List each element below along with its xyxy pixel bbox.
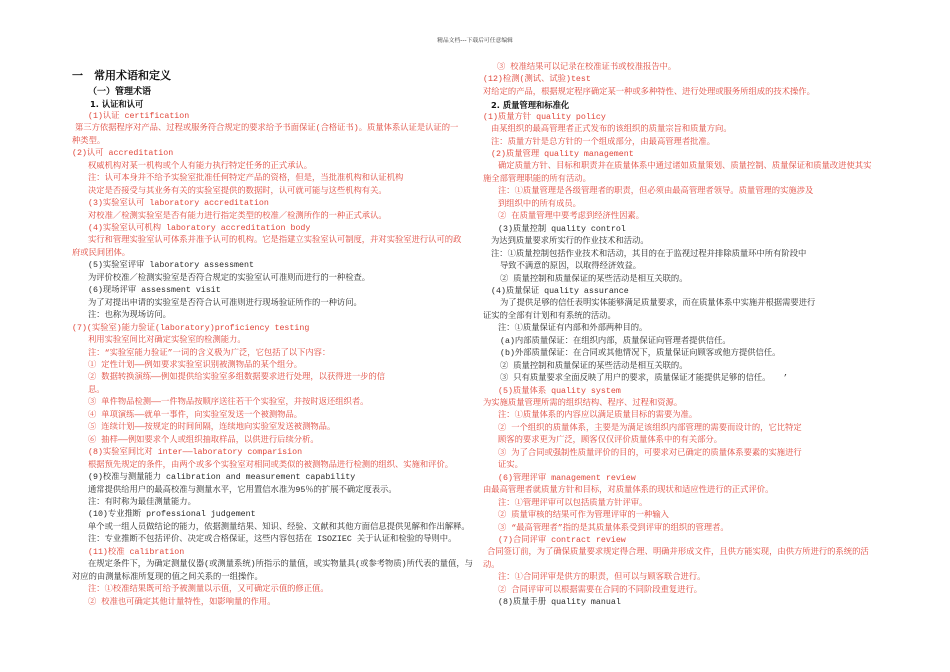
definition-line: 在规定条件下，为确定测量仪器(或测量系统)所指示的量值，或实物量具(或参考物质)所代表的量值，与 xyxy=(88,560,473,570)
term-heading: (7)(实验室)能力验证(laboratory)proficiency testing xyxy=(72,323,310,333)
note-line: 注：①校准结果既可给予被测量以示值，又可确定示值的修正值。 xyxy=(88,585,329,595)
note-line: 到组织中的所有成员。 xyxy=(498,199,581,209)
definition-line: 利用实验室间比对确定实验室的检测能力。 xyxy=(88,336,246,346)
page-header-note: 精品文档---下载后可任意编辑 xyxy=(437,38,513,44)
definition-line: 实行和管理实验室认可体系并准予认可的机构。它是指建立实验室认可制度，并对实验室进行认可的政 xyxy=(88,236,462,246)
definition-line: 第三方依据程序对产品、过程或服务符合规定的要求给予书面保证(合格证书)。质量体系认证是认证的一 xyxy=(75,124,459,134)
note-item-line: ③ 单件物品检测——一件物品按顺序送往若干个实验室，并按时返还组织者。 xyxy=(88,398,369,408)
right-column xyxy=(483,62,893,622)
note-line: 注：①质量管理是各级管理者的职责，但必须由最高管理者领导。质量管理的实施涉及 xyxy=(498,187,814,197)
note-line: 注：专业推断不包括评价、决定或合格保证，这些内容包括在 ISOZIEC 关于认证和检验的导则中。 xyxy=(88,535,457,545)
definition-line: 为达到质量要求所实行的作业技术和活动。 xyxy=(491,237,649,247)
definition-line: 通常提供给用户的最高校准与测量水平，它用置信水准为95％的扩展不确定度表示。 xyxy=(88,485,397,495)
term-heading: (8)实验室间比对 inter——laboratory comparision xyxy=(88,448,303,458)
term-heading: (10)专业推断 professional judgement xyxy=(88,510,256,520)
definition-line: 对校准／检测实验室是否有能力进行指定类型的校准／检测所作的一种正式承认。 xyxy=(88,211,387,221)
term-heading: (1)认证 certification xyxy=(88,111,190,121)
term-heading: (5)质量体系 quality system xyxy=(498,386,621,396)
note-item-line: ④ 单项演练——就单一事件，向实验室发送一个被测物品。 xyxy=(88,410,303,420)
subsection-heading: （一）管理术语 xyxy=(88,87,152,97)
note-item-line: ② 质量控制和质量保证的某些活动是相互关联的。 xyxy=(500,361,688,371)
term-heading: (5)实验室评审 laboratory assessment xyxy=(88,261,254,271)
term-heading: (11)校准 calibration xyxy=(88,547,185,557)
note-item-line: ② 质量控制和质量保证的某些活动是相互关联的。 xyxy=(500,274,688,284)
note-item-line: 证实。 xyxy=(498,461,523,471)
term-heading: (7)合同评审 contract review xyxy=(498,536,626,546)
note-item-line: ③ “最高管理者”指的是其质量体系受到评审的组织的管理者。 xyxy=(498,523,729,533)
definition-line: 对应的由测量标准所复现的值之间关系的一组操作。 xyxy=(72,572,263,582)
definition-line: 合同签订前，为了确保质量要求规定得合理、明确并形成文件，且供方能实现，由供方所进行的系统的活 xyxy=(487,548,869,558)
term-heading: (6)现场评审 assessment visit xyxy=(88,286,221,296)
note-line: 注：①合同评审是供方的职责，但可以与顾客联合进行。 xyxy=(498,573,706,583)
term-heading: (4)实验室认可机构 laboratory accreditation body xyxy=(88,223,311,233)
term-heading: (3)质量控制 quality control xyxy=(498,224,626,234)
definition-line: 由最高管理者就质量方针和目标，对质量体系的现状和适应性进行的正式评价。 xyxy=(483,486,774,496)
note-item-line: ② 质量审核的结果可作为管理评审的一种输入 xyxy=(498,511,669,521)
definition-line: 对给定的产品，根据规定程序确定某一种或多种特性、进行处理或服务所组成的技术操作。 xyxy=(483,87,815,97)
note-item-line: ② 校准也可确定其他计量特性，如影响量的作用。 xyxy=(88,597,276,607)
note-item-line: 顾客的要求更为广泛，顾客仅仅评价质量体系中的有关部分。 xyxy=(498,436,723,446)
note-item-line: ⑥ 抽样——例如要求个人或组织抽取样品，以供进行后续分析。 xyxy=(88,435,319,445)
term-heading: (2)质量管理 quality management xyxy=(491,149,634,159)
note-item-line: ② 合同评审可以根据需要在合同的不同阶段重复进行。 xyxy=(498,585,703,595)
definition-line: 为实施质量管理所需的组织结构、程序、过程和资源。 xyxy=(483,399,683,409)
note-line: 注：认可本身并不给予实验室批准任何特定产品的资格，但是，当批准机构和认证机构 xyxy=(88,174,404,184)
definition-line: 为了提供足够的信任表明实体能够满足质量要求，而在质量体系中实施并根据需要进行 xyxy=(500,299,816,309)
term-heading: (1)质量方针 quality policy xyxy=(483,112,606,122)
definition-line: 确定质量方针、目标和职责并在质量体系中通过诸如质量策划、质量控制、质量保证和质量改进使其实 xyxy=(498,162,872,172)
category-heading: 1. 认证和认可 xyxy=(90,99,144,110)
definition-line: 由某组织的最高管理者正式发布的该组织的质量宗旨和质量方向。 xyxy=(491,125,732,135)
note-item-line: 息。 xyxy=(88,385,105,395)
note-line: 注：①管理评审可以包括质量方针评审。 xyxy=(498,498,648,508)
term-heading: (4)质量保证 quality assurance xyxy=(491,286,629,296)
term-heading: (3)实验室认可 laboratory accreditation xyxy=(88,199,269,209)
section-title: 一 常用术语和定义 xyxy=(72,69,171,82)
left-column xyxy=(72,86,478,626)
definition-line: 种类型。 xyxy=(72,136,106,146)
term-heading: (6)管理评审 management review xyxy=(498,473,636,483)
note-item-line: ③ 为了合同或强制性质量评价的目的，可要求对已确定的质量体系要素的实施进行 xyxy=(498,448,802,458)
note-line: 注：“实验室能力验证”一词的含义极为广泛，它包括了以下内容： xyxy=(88,348,331,358)
definition-line: 权威机构对某一机构或个人有能力执行特定任务的正式承认。 xyxy=(88,161,313,171)
term-heading: (2)认可 accreditation xyxy=(72,149,174,159)
definition-line: 施全部管理职能的所有活动。 xyxy=(483,174,591,184)
term-heading: (8)质量手册 quality manual xyxy=(498,598,621,608)
term-heading: (9)校准与测量能力 calibration and measurement capability xyxy=(88,473,356,483)
note-item-line: ③ 校准结果可以记录在校准证书或校准报告中。 xyxy=(497,62,677,72)
note-line: 注：①质量保证有内部和外部两种目的。 xyxy=(498,324,648,334)
term-heading: (12)检测(测试、试验)test xyxy=(483,75,591,85)
note-line: 注：①质量控制包括作业技术和活动，其目的在于监视过程并排除质量环中所有阶段中 xyxy=(491,249,807,259)
note-item-line: ② 数据转换演练——例如提供给实验室多组数据要求进行处理，以获得进一步的信 xyxy=(88,373,386,383)
definition-line: 单个或一组人员做结论的能力，依据测量结果、知识、经验、文献和其他方面信息提供见解和作出解释。 xyxy=(88,522,470,532)
definition-line: 动。 xyxy=(483,560,500,570)
note-line: 决定是否接受与其业务有关的实验室提供的数据时，认可就可能与这些机构有关。 xyxy=(88,186,387,196)
note-line: 注：有时称为最佳测量能力。 xyxy=(88,497,196,507)
note-item-line: (b)外部质量保证：在合同或其他情况下，质量保证向顾客或他方提供信任。 xyxy=(500,349,781,359)
note-item-line: ⑤ 连续计划——按规定的时间间隔，连续地向实验室发送被测物品。 xyxy=(88,423,336,433)
note-line: 导致不满意的原因，以取得经济效益。 xyxy=(500,262,642,272)
note-line: 注：也称为现场访问。 xyxy=(88,311,171,321)
note-item-line: ③ 只有质量要求全面反映了用户的要求，质量保证才能提供足够的信任。 ’ xyxy=(500,374,788,384)
note-line: 注：①质量体系的内容应以满足质量目标的需要为准。 xyxy=(498,411,698,421)
definition-line: 为评价校准／检测实验室是否符合规定的实验室认可准则而进行的一种检查。 xyxy=(88,273,371,283)
category-heading: 2. 质量管理和标准化 xyxy=(491,100,570,111)
note-item-line: ② 在质量管理中要考虑到经济性因素。 xyxy=(498,212,645,222)
definition-line: 证实的全部有计划和有系统的活动。 xyxy=(483,311,616,321)
definition-line: 根据预先规定的条件，由两个或多个实验室对相同或类似的被测物品进行检测的组织、实施和评价。 xyxy=(88,460,454,470)
note-item-line: (a)内部质量保证：在组织内部，质量保证向管理者提供信任。 xyxy=(500,336,731,346)
definition-line: 府或民间团体。 xyxy=(72,248,131,258)
note-line: 注：质量方针是总方针的一个组成部分，由最高管理者批准。 xyxy=(491,137,716,147)
note-item-line: ① 定性计划——例如要求实验室识别被测物品的某个组分。 xyxy=(88,360,303,370)
note-item-line: ② 一个组织的质量体系，主要是为满足该组织内部管理的需要而设计的，它比特定 xyxy=(498,423,802,433)
definition-line: 为了对提出申请的实验室是否符合认可准则进行现场验证所作的一种访问。 xyxy=(88,298,362,308)
